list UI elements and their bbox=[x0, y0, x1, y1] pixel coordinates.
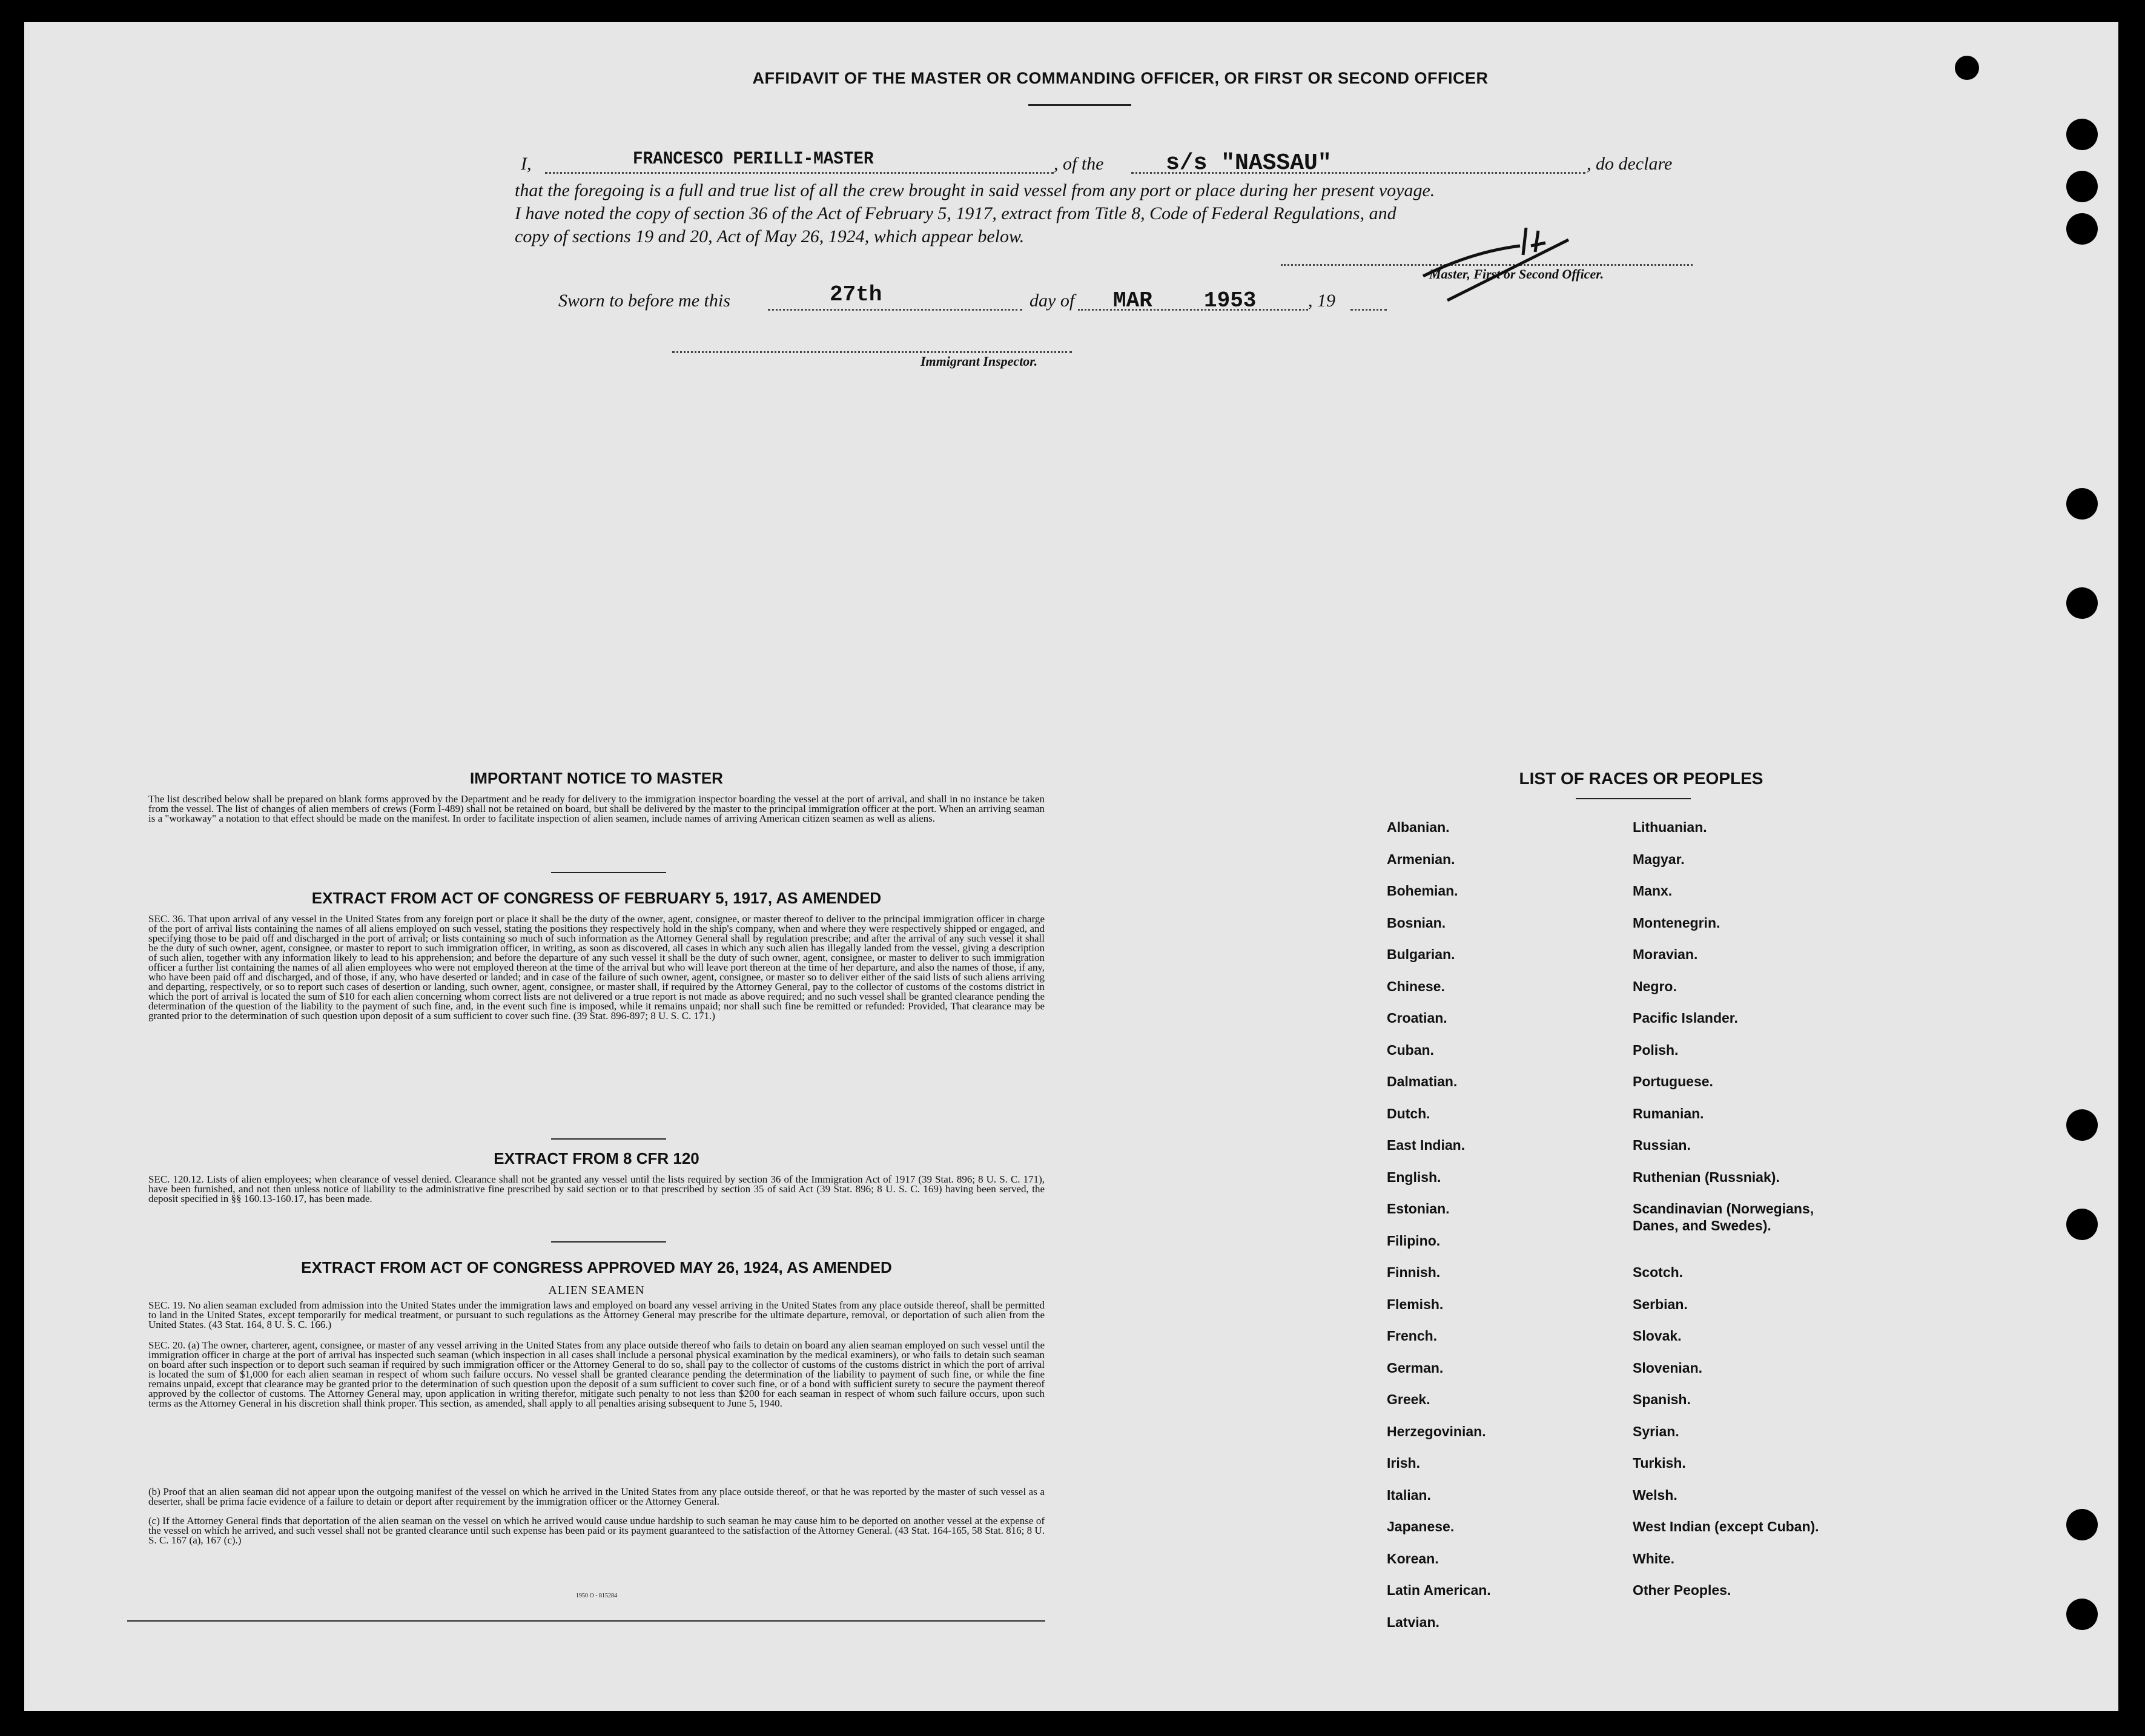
races-title-underline bbox=[1576, 798, 1691, 799]
extract-1924-title: EXTRACT FROM ACT OF CONGRESS APPROVED MAY 26, 1924, AS AMENDED bbox=[301, 1258, 892, 1276]
affidavit-body-line1: that the foregoing is a full and true list of all the crew brought in said vessel from any port or place during her present voyage. bbox=[515, 180, 1435, 200]
month-value: MAR bbox=[1113, 288, 1152, 313]
race-item: Greek. bbox=[1387, 1391, 1430, 1407]
race-item: Negro. bbox=[1633, 978, 1677, 994]
race-item: Ruthenian (Russniak). bbox=[1633, 1169, 1780, 1185]
title-underline bbox=[1028, 104, 1131, 106]
sworn-label: Sworn to before me this bbox=[558, 291, 730, 311]
race-item: Scandinavian (Norwegians, Danes, and Swedes). bbox=[1633, 1201, 1814, 1233]
races-title: LIST OF RACES OR PEOPLES bbox=[1519, 769, 1763, 788]
binder-hole bbox=[2066, 171, 2098, 202]
divider-2 bbox=[551, 1138, 666, 1140]
race-item: Russian. bbox=[1633, 1137, 1691, 1153]
affidavit-title: AFFIDAVIT OF THE MASTER OR COMMANDING OFFICER, OR FIRST OR SECOND OFFICER bbox=[752, 69, 1489, 87]
race-item: Flemish. bbox=[1387, 1296, 1444, 1312]
nineteen-label: , 19 bbox=[1308, 291, 1335, 311]
nineteen-dotted-line bbox=[1350, 309, 1387, 311]
do-declare-label: , do declare bbox=[1587, 154, 1673, 174]
inspector-caption: Immigrant Inspector. bbox=[920, 354, 1038, 369]
race-item: Estonian. bbox=[1387, 1201, 1450, 1216]
race-item: Cuban. bbox=[1387, 1041, 1434, 1058]
race-item: Spanish. bbox=[1633, 1391, 1691, 1407]
race-item: Other Peoples. bbox=[1633, 1582, 1731, 1598]
race-item: Albanian. bbox=[1387, 819, 1450, 835]
race-item: Magyar. bbox=[1633, 851, 1685, 867]
race-item: Bosnian. bbox=[1387, 914, 1446, 931]
race-item: German. bbox=[1387, 1359, 1444, 1376]
race-item: Filipino. bbox=[1387, 1232, 1441, 1249]
document-sheet bbox=[24, 22, 2118, 1711]
year-value: 1953 bbox=[1204, 288, 1257, 313]
binder-hole bbox=[2066, 1599, 2098, 1630]
race-item: Montenegrin. bbox=[1633, 914, 1720, 931]
race-item: Irish. bbox=[1387, 1455, 1420, 1471]
day-dotted-line bbox=[768, 309, 1022, 311]
race-item: Serbian. bbox=[1633, 1296, 1688, 1312]
binder-hole bbox=[2066, 587, 2098, 619]
sec19-text: SEC. 19. No alien seaman excluded from admission into the United States under the immigration laws and employed on board any vessel arriving in the United States from any place outside thereof, shall be permitted to land in the United States, except temporarily for medical treatment, or pursuant to such regulations as the Attorney General may prescribe for the ultimate departure, removal, or deportation of such alien from the United States. (43 Stat. 164, 8 U. S. C. 166.) bbox=[148, 1299, 1045, 1330]
extract-cfr-title: EXTRACT FROM 8 CFR 120 bbox=[494, 1149, 699, 1167]
race-item: Manx. bbox=[1633, 883, 1673, 899]
race-item: Lithuanian. bbox=[1633, 819, 1707, 835]
race-item: English. bbox=[1387, 1169, 1441, 1185]
binder-hole bbox=[2066, 1209, 2098, 1240]
race-item: Polish. bbox=[1633, 1041, 1679, 1058]
race-item: Welsh. bbox=[1633, 1487, 1677, 1503]
notice-text: The list described below shall be prepared on blank forms approved by the Department and be ready for delivery to the immigration inspector boarding the vessel at the port of arrival, and shall in no instance be taken from the vessel. The list of changes of alien members of crews (Form I-489) shall not be retained on board, but shall be delivered by the master to the principal immigration officer at the port. When an arriving seaman is a "workaway" a notation to that effect should be made on the manifest. In order to facilitate inspection of alien seamen, include names of arriving American citizen seamen as well as aliens. bbox=[148, 793, 1045, 824]
race-item: East Indian. bbox=[1387, 1137, 1466, 1153]
race-item: Herzegovinian. bbox=[1387, 1423, 1486, 1439]
signature-caption: Master, First or Second Officer. bbox=[1429, 266, 1604, 282]
race-item: Japanese. bbox=[1387, 1519, 1455, 1534]
race-item: French. bbox=[1387, 1328, 1438, 1344]
race-item: Italian. bbox=[1387, 1487, 1431, 1503]
sec20a-text: SEC. 20. (a) The owner, charterer, agent, consignee, or master of any vessel arriving in the United States from any place outside thereof who fails to detain on board any alien seaman employed on such vessel until the immigration officer in charge at the port of arrival has inspected such seaman (which inspection in all cases shall include a personal physical examination by the medical examiners), or who fails to detain such seaman on board after such inspection or to deport such seaman if required by such immigration officer or the Attorney General to do so, shall pay to the collector of customs of the customs district in which the port of arrival is located the sum of $1,000 for each alien seaman in respect of whom such failure occurs. No vessel shall be granted clearance pending the determination of the liability to payment of such fine, or while the fine remains unpaid, except that clearance may be granted prior to the determination of such question upon the deposit of a sum sufficient to cover such fine, or of a bond with sufficient surety to secure the payment thereof approved by the collector of customs. The Attorney General may, upon application in writing therefor, mitigate such penalty to not less than $200 for each seaman in respect of whom such failure occurs, upon such terms as the Attorney General in his discretion shall think proper. This section, as amended, shall apply to all penalties arising subsequent to June 5, 1940. bbox=[148, 1339, 1045, 1409]
affidavit-body-line2: I have noted the copy of section 36 of the Act of February 5, 1917, extract from Title 8, Code of Federal Regulations, and bbox=[515, 203, 1396, 223]
race-item: Latin American. bbox=[1387, 1582, 1491, 1598]
race-item: Pacific Islander. bbox=[1633, 1010, 1738, 1026]
binder-hole-top bbox=[1955, 56, 1979, 80]
sec20b-text: (b) Proof that an alien seaman did not appear upon the outgoing manifest of the vessel on which he arrived in the United States from any place outside thereof, or that he was reported by the master of such vessel as a deserter, shall be prima facie evidence of a failure to detain or deport after requirement by the immigration officer or the Attorney General. bbox=[148, 1486, 1045, 1507]
vessel-name: s/s "NASSAU" bbox=[1166, 150, 1332, 176]
extract-cfr-text: SEC. 120.12. Lists of alien employees; when clearance of vessel denied. Clearance shall not be granted any vessel until the lists required by section 36 of the Immigration Act of 1917 (39 Stat. 896; 8 U. S. C. 171), have been furnished, and not then unless notice of liability to the administrative fine prescribed by said section or to that prescribed by section 35 of said Act (39 Stat. 896; 8 U. S. C. 169) having been served, the deposit specified in §§ 160.13-160.17, has been made. bbox=[148, 1173, 1045, 1204]
race-item: Portuguese. bbox=[1633, 1074, 1713, 1089]
sec20c-text: (c) If the Attorney General finds that deportation of the alien seaman on the vessel on which he arrived would cause undue hardship to such seaman he may cause him to be deported on another vessel at the expense of the vessel on which he arrived, and such vessel shall not be granted clearance until such expense has been paid or its payment guaranteed to the satisfaction of the Attorney General. (43 Stat. 164-165, 58 Stat. 816; 8 U. S. C. 167 (a), 167 (c).) bbox=[148, 1515, 1045, 1546]
race-item: Armenian. bbox=[1387, 851, 1455, 867]
extract-1917-title: EXTRACT FROM ACT OF CONGRESS OF FEBRUARY 5, 1917, AS AMENDED bbox=[311, 889, 882, 907]
race-item: Croatian. bbox=[1387, 1010, 1447, 1026]
binder-hole bbox=[2066, 1509, 2098, 1540]
binder-hole bbox=[2066, 488, 2098, 520]
day-of-label: day of bbox=[1030, 291, 1075, 311]
race-item: Korean. bbox=[1387, 1550, 1439, 1566]
race-item: Latvian. bbox=[1387, 1614, 1439, 1630]
race-item: White. bbox=[1633, 1550, 1674, 1566]
races-right-column bbox=[1633, 819, 1935, 1614]
of-the-label: , of the bbox=[1054, 154, 1104, 174]
race-item: Slovenian. bbox=[1633, 1359, 1703, 1376]
binder-hole bbox=[2066, 1109, 2098, 1141]
race-item: Moravian. bbox=[1633, 946, 1698, 962]
notice-title: IMPORTANT NOTICE TO MASTER bbox=[470, 769, 723, 787]
race-item: Turkish. bbox=[1633, 1455, 1686, 1471]
race-item: Syrian. bbox=[1633, 1423, 1679, 1439]
bottom-rule bbox=[127, 1620, 1045, 1622]
race-item: West Indian (except Cuban). bbox=[1633, 1519, 1819, 1534]
print-code: 1950 O - 815284 bbox=[575, 1592, 618, 1599]
divider-1 bbox=[551, 872, 666, 873]
i-label: I, bbox=[521, 154, 532, 174]
name-dotted-line bbox=[545, 172, 1054, 174]
race-item: Finnish. bbox=[1387, 1264, 1441, 1280]
binder-hole bbox=[2066, 213, 2098, 245]
race-item: Bohemian. bbox=[1387, 883, 1458, 899]
races-left-column bbox=[1387, 819, 1617, 1645]
alien-seamen-subtitle: ALIEN SEAMEN bbox=[548, 1284, 645, 1297]
extract-1917-text: SEC. 36. That upon arrival of any vessel in the United States from any foreign port or place it shall be the duty of the owner, agent, consignee, or master thereof to deliver to the principal immigration officer in charge of the port of arrival lists containing the names of all aliens employed on such vessel, stating the positions they respectively hold in the ship's company, when and where they were respectively shipped or engaged, and specifying those to be paid off and discharged in the port of arrival; or lists containing so much of such information as the Attorney General shall by regulation prescribe; and after the arrival of any such vessel it shall be the duty of such owner, agent, consignee, or master to report to such immigration officer, in writing, as soon as discovered, all cases in which any such alien has illegally landed from the vessel, giving a description of such alien, together with any information likely to lead to his apprehension; and before the departure of any such vessel it shall be the duty of such owner, agent, consignee, or master to deliver to such immigration officer a further list containing the names of all alien employees who were not employed thereon at the time of the arrival but who will leave port thereon at the time of her departure, and also the names of those, if any, who have been paid off and discharged, and of those, if any, who have deserted or landed; and in case of the failure of such owner, agent, consignee, or master so to deliver either of the said lists of such aliens arriving and departing, respectively, or so to report such cases of desertion or landing, such owner, agent, consignee, or master shall, if required by the Attorney General, pay to the collector of customs of the costoms district in which the port of arrival is located the sum of $10 for each alien concerning whom correct lists are not delivered or a true report is not made as above required; and no such vessel shall be granted clearance pending the determination of the question of the liability to the payment of such fine, and, in the event such fine is imposed, while it remains unpaid; nor shall such fine be remitted or refunded: Provided, That clearance may be granted prior to the determination of such question upon deposit of a sum sufficient to cover such fine. (39 Stat. 896-897; 8 U. S. C. 171.) bbox=[148, 913, 1045, 1021]
race-item: Slovak. bbox=[1633, 1328, 1682, 1344]
divider-3 bbox=[551, 1241, 666, 1243]
master-name: FRANCESCO PERILLI-MASTER bbox=[633, 149, 874, 170]
inspector-dotted-line bbox=[672, 351, 1072, 353]
race-item: Dalmatian. bbox=[1387, 1074, 1458, 1089]
binder-hole bbox=[2066, 119, 2098, 150]
race-item: Rumanian. bbox=[1633, 1105, 1704, 1121]
race-item: Chinese. bbox=[1387, 978, 1445, 994]
race-item: Scotch. bbox=[1633, 1264, 1684, 1280]
affidavit-body-line3: copy of sections 19 and 20, Act of May 26, 1924, which appear below. bbox=[515, 226, 1025, 246]
race-item: Dutch. bbox=[1387, 1105, 1430, 1121]
race-item: Bulgarian. bbox=[1387, 946, 1455, 962]
day-value: 27th bbox=[830, 282, 882, 307]
month-dotted-line bbox=[1078, 309, 1308, 311]
